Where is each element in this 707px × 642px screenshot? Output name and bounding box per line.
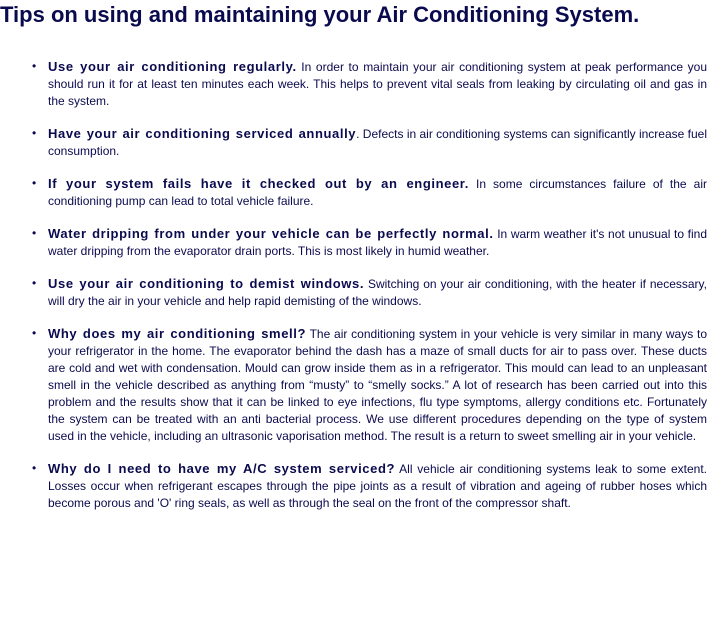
list-item xyxy=(32,175,707,210)
tip-body: Switching on your air conditioning, with the heater if necessary, will dry the air in your vehicle and help rapid demisting of the windows. xyxy=(48,277,707,308)
list-item xyxy=(32,275,707,310)
bullet-icon: • xyxy=(32,461,37,475)
tip-heading: Have your air conditioning serviced annually xyxy=(48,126,357,141)
tip-body: In some circumstances failure of the air conditioning pump can lead to total vehicle failure. xyxy=(48,177,707,208)
tip-body: In warm weather it's not unusual to find water dripping from the evaporator drain ports. This is most likely in humid weather. xyxy=(48,227,707,258)
tip-heading: Use your air conditioning to demist windows. xyxy=(48,276,365,291)
tip-body: The air conditioning system in your vehicle is very similar in many ways to your refrigerator in the home. The evaporator behind the dash has a maze of small ducts for air to pass over. These ducts are cold and wet with condensation. Mould can grow inside them as in a refrigerator. This mould can lead to an unpleasant smell in the vehicle described as anything from “musty” to “smelly socks.” A lot of research has been carried out into this problem and the results show that it can be linked to eye infections, flu type symptoms, allergy conditions etc. Fortunately the system can be treated with an anti bacterial process. We use different procedures depending on the type of system used in the vehicle, including an ultrasonic vaporisation method. The result is a return to sweet smelling air in your vehicle. xyxy=(48,327,707,443)
tip-body: In order to maintain your air conditioning system at peak performance you should run it for at least ten minutes each week. This helps to prevent vital seals from leaking by circulating oil and gas in the system. xyxy=(48,60,707,108)
tip-heading: Why does my air conditioning smell? xyxy=(48,326,306,341)
bullet-icon: • xyxy=(32,226,37,240)
page-title: Tips on using and maintaining your Air Conditioning System. xyxy=(0,2,640,27)
bullet-icon: • xyxy=(32,176,37,190)
list-item xyxy=(32,225,707,260)
tip-heading: Water dripping from under your vehicle can be perfectly normal. xyxy=(48,226,494,241)
tips-list xyxy=(32,58,707,527)
tip-body: . Defects in air conditioning systems can significantly increase fuel consumption. xyxy=(48,127,707,158)
list-item xyxy=(32,460,707,512)
bullet-icon: • xyxy=(32,326,37,340)
list-item xyxy=(32,125,707,160)
list-item xyxy=(32,325,707,445)
list-item xyxy=(32,58,707,110)
bullet-icon: • xyxy=(32,59,37,73)
bullet-icon: • xyxy=(32,276,37,290)
bullet-icon: • xyxy=(32,126,37,140)
tip-body: All vehicle air conditioning systems leak to some extent. Losses occur when refrigerant escapes through the pipe joints as a result of vibration and ageing of rubber hoses which become porous and 'O' ring seals, as well as through the seal on the front of the compressor shaft. xyxy=(48,462,707,510)
tip-heading: Why do I need to have my A/C system serviced? xyxy=(48,461,396,476)
tip-heading: Use your air conditioning regularly. xyxy=(48,59,297,74)
tip-heading: If your system fails have it checked out by an engineer. xyxy=(48,176,469,191)
